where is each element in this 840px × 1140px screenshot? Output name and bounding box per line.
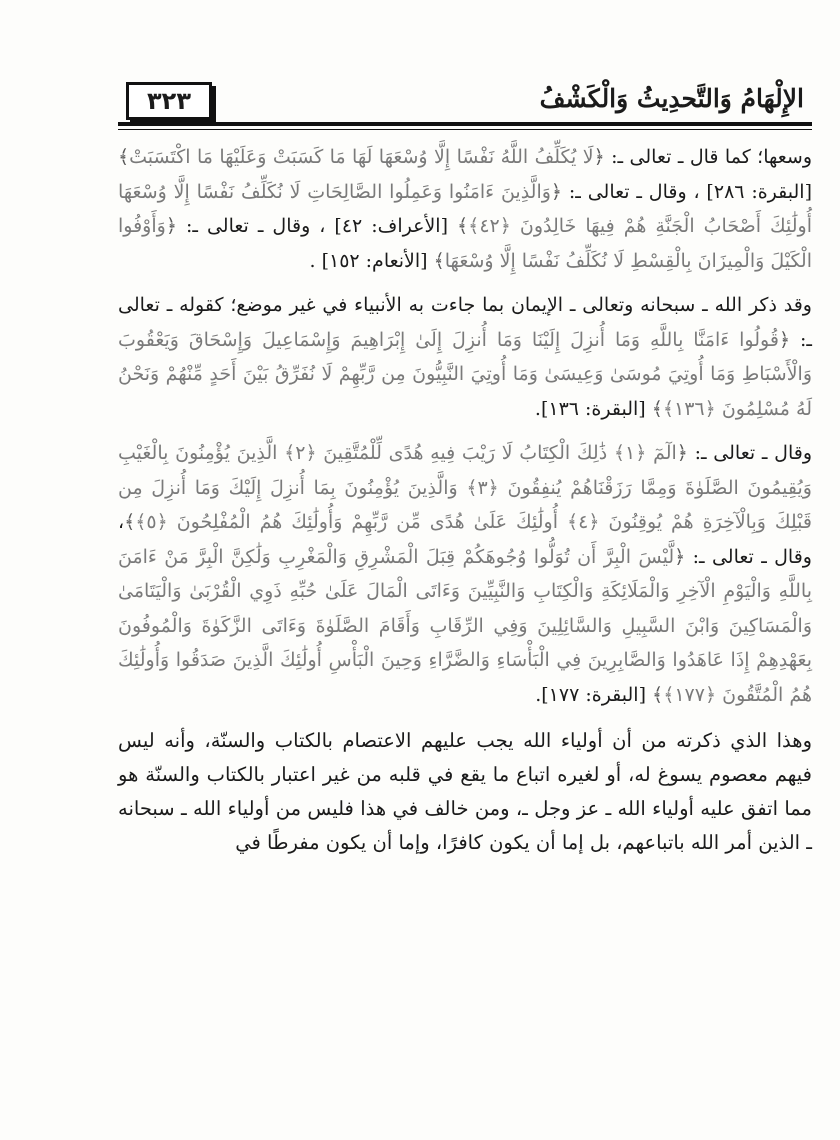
prose-text: وهذا الذي ذكرته من أن أولياء الله يجب عليهم الاعتصام بالكتاب والسنّة، وأنه ليس فيهم معصوم يسوغ له، أو لغيره اتباع ما يقع في قلبه من غير اعتبار بالكتاب والسنّة هو مما اتفق عليه أولياء الله ـ عز وجل ـ، ومن خالف في هذا فليس من أولياء الله ـ سبحانه ـ الذين أمر الله باتباعهم، بل إما أن يكون كافرًا، وإما أن يكون مفرطًا في <box>118 729 812 854</box>
header-rule-thin <box>118 129 812 130</box>
quran-verse: قُولُوا ءَامَنَّا بِاللَّهِ وَمَا أُنزِلَ إِلَيْنَا وَمَا أُنزِلَ إِلَىٰ إِبْرَاهِيمَ وَإِسْمَاعِيلَ وَإِسْحَاقَ وَيَعْقُوبَ وَالْأَسْبَاطِ وَمَا أُوتِيَ مُوسَىٰ وَعِيسَىٰ وَمَا أُوتِيَ النَّبِيُّونَ مِن رَّبِّهِمْ لَا نُفَرِّقُ بَيْنَ أَحَدٍ مِّنْهُمْ وَنَحْنُ لَهُ مُسْلِمُونَ ﴿١٣٦﴾ <box>118 328 812 420</box>
paragraph <box>118 724 812 860</box>
prose-text: [الأعراف: ٤٢] ، وقال ـ تعالى ـ: <box>176 215 458 237</box>
quran-bracket: ﴾ <box>118 146 130 168</box>
quran-bracket: ﴿ <box>593 146 605 168</box>
paragraph <box>118 140 812 278</box>
quran-bracket: ﴿ <box>778 328 791 351</box>
page-header <box>118 74 808 122</box>
quran-verse: لَا يُكَلِّفُ اللَّهُ نَفْسًا إِلَّا وُسْعَهَا لَهَا مَا كَسَبَتْ وَعَلَيْهَا مَا اكْتَسَبَتْ <box>129 146 594 168</box>
prose-text: وقد ذكر الله ـ سبحانه وتعالى ـ الإيمان بما جاءت به الأنبياء في غير موضع؛ كقوله ـ تعالى ـ: <box>118 294 812 351</box>
prose-text: وسعها؛ كما قال ـ تعالى ـ: <box>604 146 813 168</box>
quran-verse: وَالَّذِينَ ءَامَنُوا وَعَمِلُوا الصَّالِحَاتِ لَا نُكَلِّفُ نَفْسًا إِلَّا وُسْعَهَا أُولَٰئِكَ أَصْحَابُ الْجَنَّةِ هُمْ فِيهَا خَالِدُونَ ﴿٤٢﴾ <box>118 180 812 237</box>
prose-text: وقال ـ تعالى ـ: <box>687 442 813 464</box>
quran-bracket: ﴾ <box>433 249 445 272</box>
prose-text: [البقرة: ٢٨٦] ، وقال ـ تعالى ـ: <box>562 180 812 203</box>
quran-bracket: ﴾ <box>124 511 136 533</box>
paragraph <box>118 288 812 426</box>
prose-text: ، وقال ـ تعالى ـ: <box>118 511 812 568</box>
page-number: ٣٢٣ <box>147 87 191 115</box>
prose-text: [الأنعام: ١٥٢] . <box>309 249 434 272</box>
running-title: الإِلْهَامُ وَالتَّحدِيثُ وَالْكَشْفُ <box>539 84 804 113</box>
paragraph <box>118 436 812 712</box>
quran-bracket: ﴿ <box>165 215 177 237</box>
body-text <box>118 140 812 860</box>
quran-bracket: ﴾ <box>652 683 664 706</box>
quran-bracket: ﴿ <box>676 442 688 464</box>
prose-text: [البقرة: ١٣٦]. <box>534 397 652 420</box>
quran-verse: لَّيْسَ الْبِرَّ أَن تُوَلُّوا وُجُوهَكُمْ قِبَلَ الْمَشْرِقِ وَالْمَغْرِبِ وَلَٰكِنَّ الْبِرَّ مَنْ ءَامَنَ بِاللَّهِ وَالْيَوْمِ الْآخِرِ وَالْمَلَائِكَةِ وَالْكِتَابِ وَالنَّبِيِّينَ وَءَاتَى الْمَالَ عَلَىٰ حُبِّهِ ذَوِي الْقُرْبَىٰ وَالْيَتَامَىٰ وَالْمَسَاكِينَ وَابْنَ السَّبِيلِ وَالسَّائِلِينَ وَفِي الرِّقَابِ وَأَقَامَ الصَّلَوٰةَ وَءَاتَى الزَّكَوٰةَ وَالْمُوفُونَ بِعَهْدِهِمْ إِذَا عَاهَدُوا وَالصَّابِرِينَ فِي الْبَأْسَاءِ وَالضَّرَّاءِ وَحِينَ الْبَأْسِ أُولَٰئِكَ الَّذِينَ صَدَقُوا وَأُولَٰئِكَ هُمُ الْمُتَّقُونَ ﴿١٧٧﴾ <box>118 545 812 706</box>
quran-bracket: ﴿ <box>674 545 686 568</box>
quran-bracket: ﴾ <box>457 215 469 237</box>
quran-bracket: ﴾ <box>651 397 663 420</box>
quran-verse: وَأَوْفُوا الْكَيْلَ وَالْمِيزَانَ بِالْقِسْطِ لَا نُكَلِّفُ نَفْسًا إِلَّا وُسْعَهَا <box>118 215 812 272</box>
prose-text: [البقرة: ١٧٧]. <box>535 683 653 706</box>
quran-verse: الٓمٓ ﴿١﴾ ذَٰلِكَ الْكِتَابُ لَا رَيْبَ فِيهِ هُدًى لِّلْمُتَّقِينَ ﴿٢﴾ الَّذِينَ يُؤْمِنُونَ بِالْغَيْبِ وَيُقِيمُونَ الصَّلَوٰةَ وَمِمَّا رَزَقْنَاهُمْ يُنفِقُونَ ﴿٣﴾ وَالَّذِينَ يُؤْمِنُونَ بِمَا أُنزِلَ إِلَيْكَ وَمَا أُنزِلَ مِن قَبْلِكَ وَبِالْآخِرَةِ هُمْ يُوقِنُونَ ﴿٤﴾ أُولَٰئِكَ عَلَىٰ هُدًى مِّن رَّبِّهِمْ وَأُولَٰئِكَ هُمُ الْمُفْلِحُونَ ﴿٥﴾ <box>118 442 812 533</box>
quran-bracket: ﴿ <box>550 180 563 203</box>
page-number-box <box>126 82 212 120</box>
header-rule-thick <box>118 122 812 126</box>
